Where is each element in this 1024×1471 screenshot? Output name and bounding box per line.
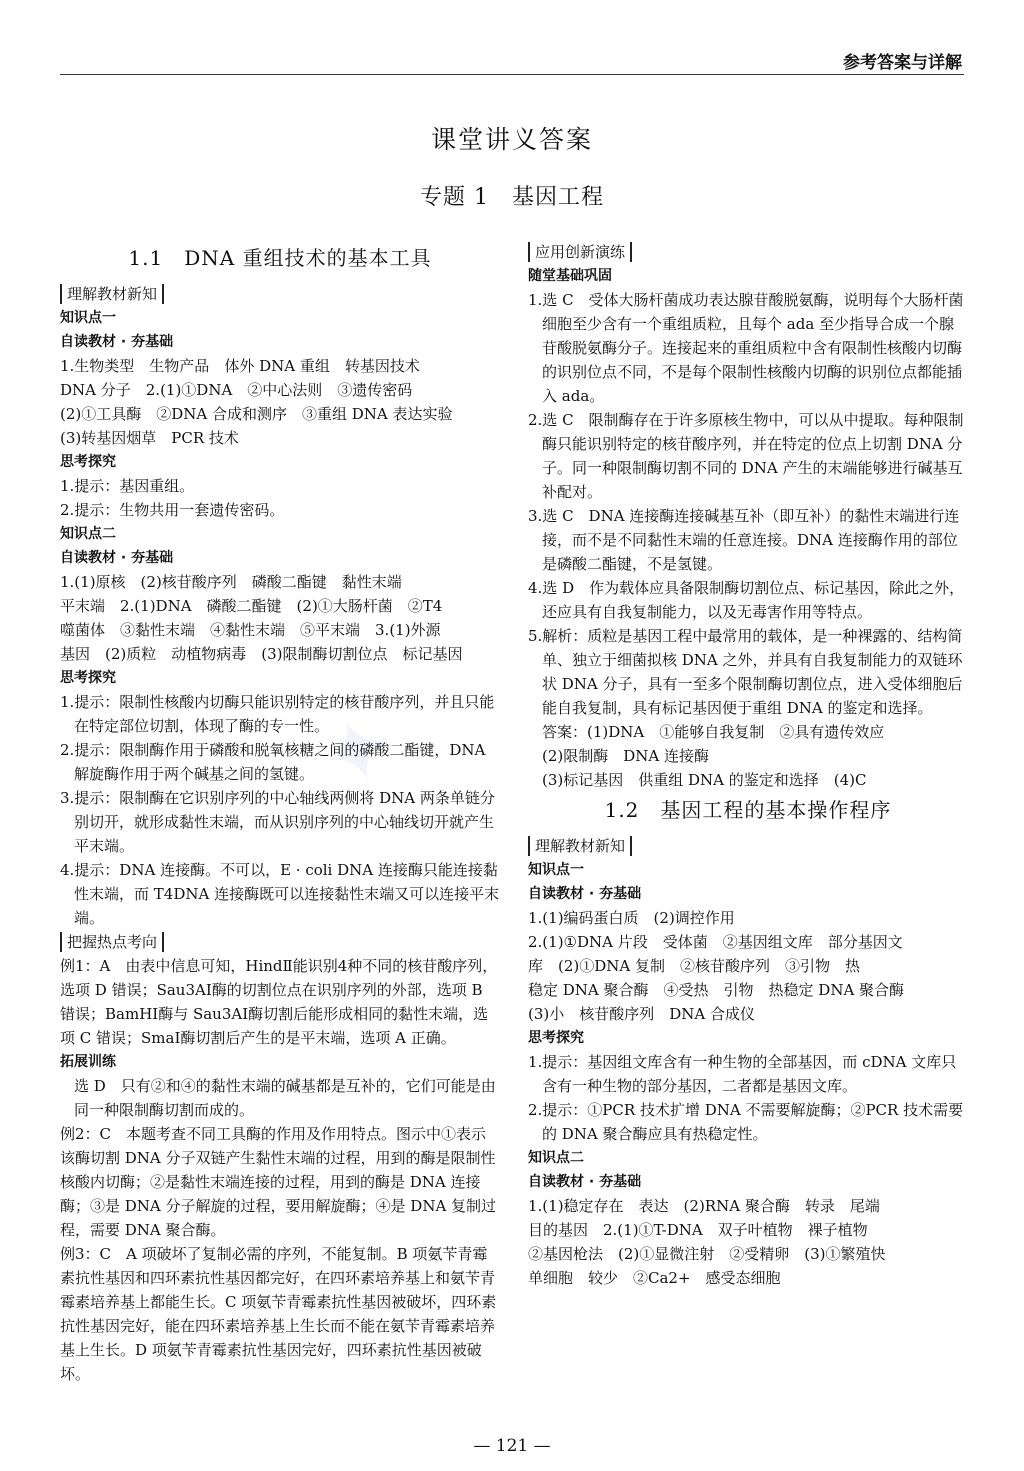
text-line: 1.提示：基因重组。	[60, 477, 195, 495]
text-paragraph: 2.提示：限制酶作用于磷酸和脱氧核糖之间的磷酸二酯键，DNA 解旋酶作用于两个碱基之间的氢键。	[60, 741, 486, 783]
text-line: (3)小 核苷酸序列 DNA 合成仪	[528, 1005, 756, 1023]
text-line: 1.(1)原核 (2)核苷酸序列 磷酸二酯键 黏性末端	[60, 573, 402, 591]
knowledge-point-2: 知识点二	[528, 1150, 584, 1166]
text-line: 2.提示：生物共用一套遗传密码。	[60, 501, 285, 519]
example-2: 例2：C 本题考查不同工具酶的作用及作用特点。图示中①表示该酶切割 DNA 分子双链产生黏性末端的过程，用到的酶是限制性核酸内切酶；②是黏性末端连接的过程，用到的酶是 DNA 连接酶；③是 DNA 分子解旋的过程，要用解旋酶；④是 DNA 复制过程，需要 DNA 聚合酶。	[60, 1125, 497, 1239]
text-line: 基因 (2)质粒 动植物病毒 (3)限制酶切割位点 标记基因	[60, 645, 463, 663]
box-heading: 理解教材新知	[528, 836, 632, 856]
text-paragraph: 1.提示：基因组文库含有一种生物的全部基因，而 cDNA 文库只含有一种生物的部分基因，二者都是基因文库。	[528, 1053, 957, 1095]
practice-heading: 随堂基础巩固	[528, 268, 612, 284]
section-title-1-1: 1.1 DNA 重组技术的基本工具	[128, 246, 432, 270]
text-line: 1.(1)编码蛋白质 (2)调控作用	[528, 909, 735, 927]
text-line: 稳定 DNA 聚合酶 ④受热 引物 热稳定 DNA 聚合酶	[528, 981, 905, 999]
answer-line: (2)限制酶 DNA 连接酶	[542, 747, 710, 765]
text-paragraph: 2.提示：①PCR 技术扩增 DNA 不需要解旋酶；②PCR 技术需要的 DNA 聚合酶应具有热稳定性。	[528, 1101, 964, 1143]
text-line: 噬菌体 ③黏性末端 ④黏性末端 ⑤平末端 3.(1)外源	[60, 621, 441, 639]
page-title: 课堂讲义答案	[430, 125, 593, 154]
page-number: — 121 —	[473, 1436, 551, 1456]
example-1: 例1：A 由表中信息可知，HindⅡ能识别4种不同的核苷酸序列，选项 D 错误；Sau3AⅠ酶的切割位点在识别序列的外部，选项 B 错误；BamHⅠ酶与 Sau3AⅠ酶切割后能形成相同的黏性末端，选项 C 错误；SmaⅠ酶切割后产生的是平末端，选项 A 正确。	[60, 957, 498, 1047]
text-paragraph: 选 D 只有②和④的黏性末端的碱基都是互补的，它们可能是由同一种限制酶切割而成的。	[74, 1077, 496, 1119]
extension-training-heading: 拓展训练	[60, 1054, 116, 1070]
text-line: 库 (2)①DNA 复制 ②核苷酸序列 ③引物 热	[528, 957, 861, 975]
answer-item: 3.选 C DNA 连接酶连接碱基互补（即互补）的黏性末端进行连接，而不是不同黏性末端的任意连接。DNA 连接酶作用的部位是磷酸二酯键，不是氢键。	[528, 507, 960, 573]
topic-title: 专题 1 基因工程	[420, 185, 604, 210]
self-study-heading: 自读教材 · 夯基础	[528, 1174, 642, 1190]
text-line: 1.生物类型 生物产品 体外 DNA 重组 转基因技术	[60, 357, 420, 375]
answer-item: 2.选 C 限制酶存在于许多原核生物中，可以从中提取。每种限制酶只能识别特定的核苷酸序列，并在特定的位点上切割 DNA 分子。同一种限制酶切割不同的 DNA 产生的末端能够进行碱基互补配对。	[528, 411, 964, 501]
knowledge-point-1: 知识点一	[528, 862, 584, 878]
header-divider	[60, 74, 964, 75]
header-label: 参考答案与详解	[843, 53, 962, 73]
watermark: ✦	[304, 690, 412, 815]
text-line: ②基因枪法 (2)①显微注射 ②受精卵 (3)①繁殖快	[528, 1245, 886, 1263]
box-heading: 应用创新演练	[528, 242, 632, 262]
text-paragraph: 3.提示：限制酶在它识别序列的中心轴线两侧将 DNA 两条单链分别切开，就形成黏性末端，而从识别序列的中心轴线切开就产生平末端。	[60, 789, 495, 855]
think-explore-heading: 思考探究	[60, 454, 116, 470]
box-heading: 理解教材新知	[60, 284, 164, 304]
text-line: 2.(1)①DNA 片段 受体菌 ②基因组文库 部分基因文	[528, 933, 903, 951]
text-paragraph: 1.提示：限制性核酸内切酶只能识别特定的核苷酸序列，并且只能在特定部位切割，体现了酶的专一性。	[60, 693, 495, 735]
text-line: (2)①工具酶 ②DNA 合成和测序 ③重组 DNA 表达实验	[60, 405, 453, 423]
self-study-heading: 自读教材 · 夯基础	[60, 334, 174, 350]
think-explore-heading: 思考探究	[528, 1030, 584, 1046]
text-line: DNA 分子 2.(1)①DNA ②中心法则 ③遗传密码	[60, 381, 413, 399]
left-column	[60, 240, 500, 1386]
think-explore-heading: 思考探究	[60, 670, 116, 686]
text-line: 目的基因 2.(1)①T-DNA 双子叶植物 裸子植物	[528, 1221, 868, 1239]
answer-line: (3)标记基因 供重组 DNA 的鉴定和选择 (4)C	[542, 771, 867, 789]
self-study-heading: 自读教材 · 夯基础	[60, 550, 174, 566]
text-line: 单细胞 较少 ②Ca2+ 感受态细胞	[528, 1269, 781, 1287]
text-line: (3)转基因烟草 PCR 技术	[60, 429, 239, 447]
text-paragraph: 4.提示：DNA 连接酶。不可以，E · coli DNA 连接酶只能连接黏性末端，而 T4DNA 连接酶既可以连接黏性末端又可以连接平末端。	[60, 861, 500, 927]
text-line: 平末端 2.(1)DNA 磷酸二酯键 (2)①大肠杆菌 ②T4	[60, 597, 443, 615]
answer-item: 5.解析：质粒是基因工程中最常用的载体，是一种裸露的、结构简单、独立于细菌拟核 DNA 之外，并具有自我复制能力的双链环状 DNA 分子，具有一至多个限制酶切割位点，进入受体细胞后能自我复制，具有标记基因便于重组 DNA 的鉴定和选择。	[528, 627, 963, 717]
text-line: 1.(1)稳定存在 表达 (2)RNA 聚合酶 转录 尾端	[528, 1197, 880, 1215]
knowledge-point-2: 知识点二	[60, 526, 116, 542]
right-column	[528, 240, 968, 1290]
example-3: 例3：C A 项破坏了复制必需的序列，不能复制。B 项氨苄青霉素抗性基因和四环素抗性基因都完好，在四环素培养基上和氨苄青霉素培养基上都能生长。C 项氨苄青霉素抗性基因被破坏，四环素抗性基因完好，能在四环素培养基上生长而不能在氨苄青霉素培养基上生长。D 项氨苄青霉素抗性基因完好，四环素抗性基因被破坏。	[60, 1245, 497, 1383]
answer-line: 答案：(1)DNA ①能够自我复制 ②具有遗传效应	[542, 723, 885, 741]
answer-item: 4.选 D 作为载体应具备限制酶切割位点、标记基因，除此之外，还应具有自我复制能力，以及无毒害作用等特点。	[528, 579, 965, 621]
answer-item: 1.选 C 受体大肠杆菌成功表达腺苷酸脱氨酶，说明每个大肠杆菌细胞至少含有一个重组质粒，且每个 ada 至少指导合成一个腺苷酸脱氨酶分子。连接起来的重组质粒中含有限制性核酸内切酶的识别位点不同，不是每个限制性核酸内切酶的识别位点都能插入 ada。	[528, 291, 964, 405]
knowledge-point-1: 知识点一	[60, 310, 116, 326]
self-study-heading: 自读教材 · 夯基础	[528, 886, 642, 902]
section-title-1-2: 1.2 基因工程的基本操作程序	[604, 798, 892, 822]
box-heading: 把握热点考向	[60, 932, 164, 952]
